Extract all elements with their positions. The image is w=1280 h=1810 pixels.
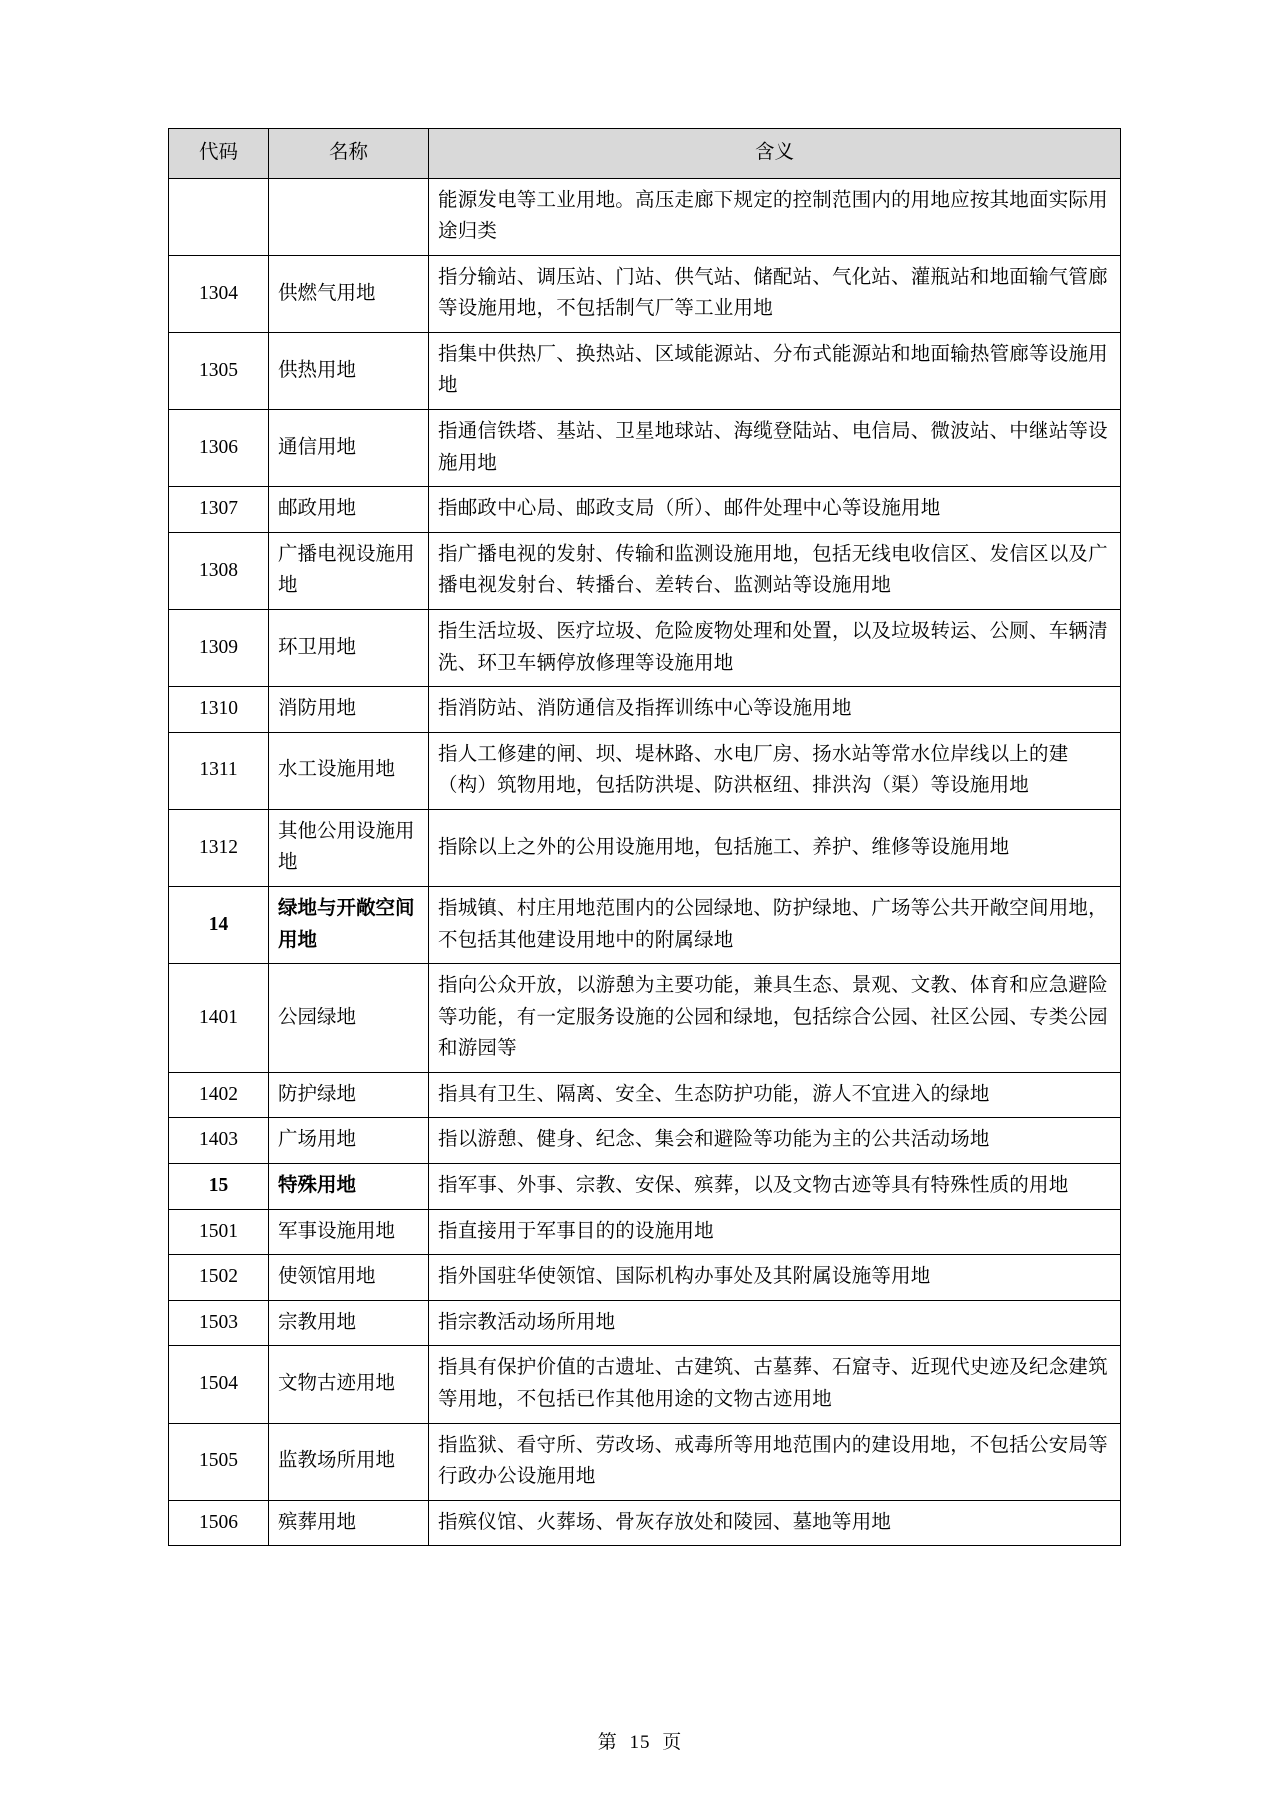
cell-code: 1305 — [169, 332, 269, 409]
cell-code: 1309 — [169, 609, 269, 686]
table-row — [169, 255, 1121, 332]
table-row — [169, 732, 1121, 809]
table-row — [169, 532, 1121, 609]
cell-name: 宗教用地 — [269, 1300, 429, 1346]
cell-code: 14 — [169, 886, 269, 963]
cell-name — [269, 178, 429, 255]
cell-meaning: 指除以上之外的公用设施用地，包括施工、养护、维修等设施用地 — [429, 809, 1121, 886]
cell-meaning: 指向公众开放，以游憩为主要功能，兼具生态、景观、文教、体育和应急避险等功能，有一定服务设施的公园和绿地，包括综合公园、社区公园、专类公园和游园等 — [429, 964, 1121, 1073]
table-row — [169, 1423, 1121, 1500]
table-header-row — [169, 129, 1121, 179]
cell-name: 特殊用地 — [269, 1164, 429, 1210]
cell-name: 供燃气用地 — [269, 255, 429, 332]
table-row — [169, 487, 1121, 533]
cell-code: 1506 — [169, 1500, 269, 1546]
footer-prefix: 第 — [597, 1732, 618, 1753]
column-header-name: 名称 — [269, 129, 429, 179]
cell-meaning: 指殡仪馆、火葬场、骨灰存放处和陵园、墓地等用地 — [429, 1500, 1121, 1546]
cell-code: 1307 — [169, 487, 269, 533]
cell-meaning: 指通信铁塔、基站、卫星地球站、海缆登陆站、电信局、微波站、中继站等设施用地 — [429, 410, 1121, 487]
table-body — [169, 178, 1121, 1546]
cell-meaning: 指监狱、看守所、劳改场、戒毒所等用地范围内的建设用地，不包括公安局等行政办公设施用地 — [429, 1423, 1121, 1500]
cell-meaning: 指分输站、调压站、门站、供气站、储配站、气化站、灌瓶站和地面输气管廊等设施用地，不包括制气厂等工业用地 — [429, 255, 1121, 332]
cell-name: 水工设施用地 — [269, 732, 429, 809]
cell-meaning: 能源发电等工业用地。高压走廊下规定的控制范围内的用地应按其地面实际用途归类 — [429, 178, 1121, 255]
column-header-meaning: 含义 — [429, 129, 1121, 179]
column-header-code: 代码 — [169, 129, 269, 179]
cell-name: 供热用地 — [269, 332, 429, 409]
cell-code — [169, 178, 269, 255]
cell-meaning: 指生活垃圾、医疗垃圾、危险废物处理和处置，以及垃圾转运、公厕、车辆清洗、环卫车辆停放修理等设施用地 — [429, 609, 1121, 686]
table-row — [169, 332, 1121, 409]
cell-code: 1310 — [169, 687, 269, 733]
cell-meaning: 指直接用于军事目的的设施用地 — [429, 1209, 1121, 1255]
table-row — [169, 687, 1121, 733]
cell-name: 广场用地 — [269, 1118, 429, 1164]
table-row — [169, 886, 1121, 963]
cell-meaning: 指外国驻华使领馆、国际机构办事处及其附属设施等用地 — [429, 1255, 1121, 1301]
footer-suffix: 页 — [662, 1732, 683, 1753]
table-row — [169, 178, 1121, 255]
table-row — [169, 1164, 1121, 1210]
cell-name: 通信用地 — [269, 410, 429, 487]
cell-code: 1501 — [169, 1209, 269, 1255]
cell-meaning: 指宗教活动场所用地 — [429, 1300, 1121, 1346]
table-row — [169, 410, 1121, 487]
cell-code: 1403 — [169, 1118, 269, 1164]
cell-code: 1311 — [169, 732, 269, 809]
cell-meaning: 指邮政中心局、邮政支局（所）、邮件处理中心等设施用地 — [429, 487, 1121, 533]
table-header — [169, 129, 1121, 179]
cell-name: 消防用地 — [269, 687, 429, 733]
cell-code: 1402 — [169, 1072, 269, 1118]
cell-name: 防护绿地 — [269, 1072, 429, 1118]
cell-name: 使领馆用地 — [269, 1255, 429, 1301]
cell-name: 绿地与开敞空间用地 — [269, 886, 429, 963]
cell-meaning: 指人工修建的闸、坝、堤林路、水电厂房、扬水站等常水位岸线以上的建（构）筑物用地，包括防洪堤、防洪枢纽、排洪沟（渠）等设施用地 — [429, 732, 1121, 809]
cell-name: 广播电视设施用地 — [269, 532, 429, 609]
table-row — [169, 1346, 1121, 1423]
cell-code: 1306 — [169, 410, 269, 487]
cell-name: 环卫用地 — [269, 609, 429, 686]
cell-code: 1502 — [169, 1255, 269, 1301]
cell-name: 殡葬用地 — [269, 1500, 429, 1546]
cell-name: 军事设施用地 — [269, 1209, 429, 1255]
cell-name: 公园绿地 — [269, 964, 429, 1073]
cell-name: 监教场所用地 — [269, 1423, 429, 1500]
table-row — [169, 1300, 1121, 1346]
cell-code: 1312 — [169, 809, 269, 886]
table-row — [169, 1500, 1121, 1546]
cell-code: 1308 — [169, 532, 269, 609]
page-footer — [0, 1727, 1280, 1754]
table-row — [169, 809, 1121, 886]
cell-code: 15 — [169, 1164, 269, 1210]
cell-code: 1504 — [169, 1346, 269, 1423]
land-use-classification-table — [168, 128, 1121, 1546]
table-row — [169, 1255, 1121, 1301]
table-row — [169, 1209, 1121, 1255]
cell-meaning: 指集中供热厂、换热站、区域能源站、分布式能源站和地面输热管廊等设施用地 — [429, 332, 1121, 409]
cell-name: 其他公用设施用地 — [269, 809, 429, 886]
cell-code: 1503 — [169, 1300, 269, 1346]
cell-meaning: 指军事、外事、宗教、安保、殡葬，以及文物古迹等具有特殊性质的用地 — [429, 1164, 1121, 1210]
cell-code: 1304 — [169, 255, 269, 332]
cell-meaning: 指具有卫生、隔离、安全、生态防护功能，游人不宜进入的绿地 — [429, 1072, 1121, 1118]
cell-meaning: 指消防站、消防通信及指挥训练中心等设施用地 — [429, 687, 1121, 733]
footer-page-number: 15 — [629, 1732, 651, 1753]
table-row — [169, 1118, 1121, 1164]
table-row — [169, 609, 1121, 686]
cell-meaning: 指具有保护价值的古遗址、古建筑、古墓葬、石窟寺、近现代史迹及纪念建筑等用地，不包括已作其他用途的文物古迹用地 — [429, 1346, 1121, 1423]
cell-meaning: 指以游憩、健身、纪念、集会和避险等功能为主的公共活动场地 — [429, 1118, 1121, 1164]
cell-name: 邮政用地 — [269, 487, 429, 533]
table-row — [169, 964, 1121, 1073]
cell-meaning: 指广播电视的发射、传输和监测设施用地，包括无线电收信区、发信区以及广播电视发射台、转播台、差转台、监测站等设施用地 — [429, 532, 1121, 609]
cell-code: 1505 — [169, 1423, 269, 1500]
cell-meaning: 指城镇、村庄用地范围内的公园绿地、防护绿地、广场等公共开敞空间用地，不包括其他建设用地中的附属绿地 — [429, 886, 1121, 963]
cell-code: 1401 — [169, 964, 269, 1073]
table-row — [169, 1072, 1121, 1118]
cell-name: 文物古迹用地 — [269, 1346, 429, 1423]
